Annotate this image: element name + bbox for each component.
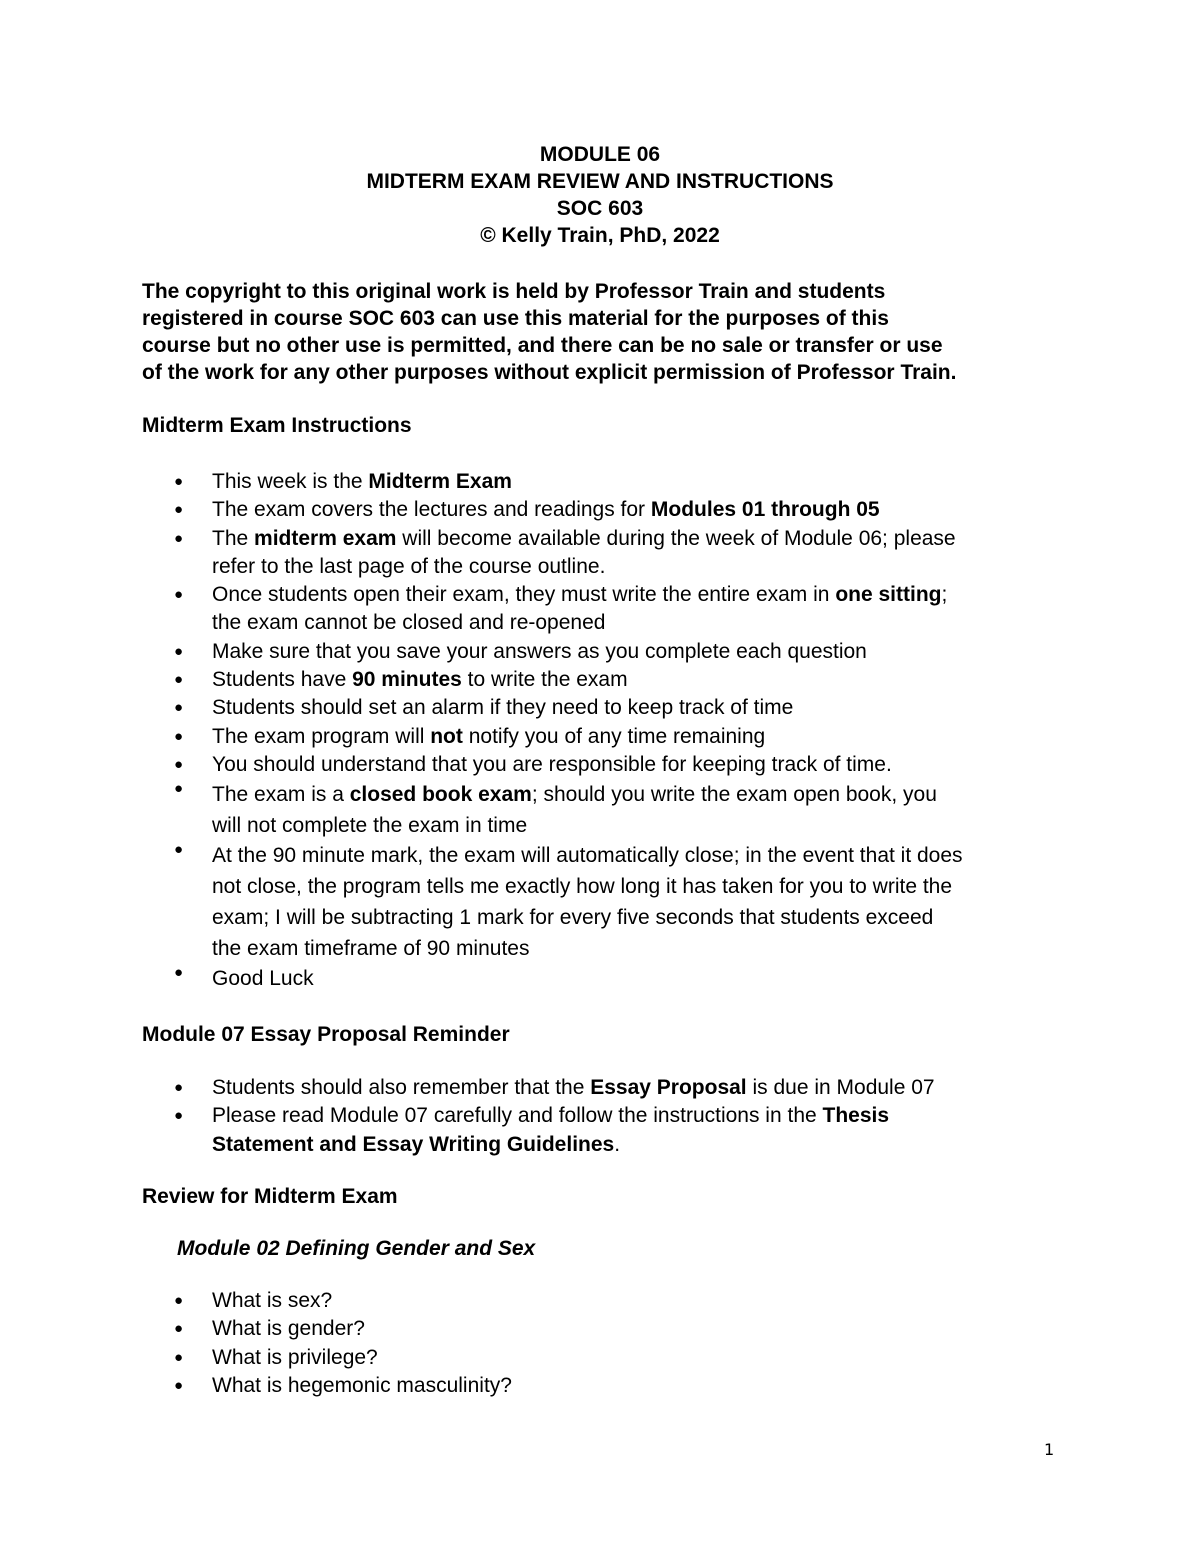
list-item-text: exam; I will be subtracting 1 mark for every five seconds that students exceed [212,905,934,929]
list-item-line [212,841,1200,872]
course-code: SOC 603 [556,197,644,220]
list-item-text: to write the exam [461,668,628,692]
page-number: 1 [1044,1440,1055,1459]
emphasized-text: 90 minutes [352,668,462,692]
list-item-line [212,468,1200,496]
list-item-text: Please read Module 07 carefully and follow the instructions in the [212,1104,823,1128]
bullet-icon: ● [174,529,184,547]
list-item-text: the exam timeframe of 90 minutes [212,936,530,960]
emphasized-text: Thesis [822,1104,890,1128]
bullet-icon: ● [174,473,184,490]
emphasized-text: Midterm Exam [368,470,512,493]
list-item-line [212,723,1200,751]
copyright-line: The copyright to this original work is held by Professor Train and students [142,280,886,303]
list-item-text: The [212,526,255,550]
list-item-text: will become available during the week of Module 06; please [396,526,956,550]
bullet-icon: ● [174,586,184,604]
bullet-icon: ● [174,1376,184,1394]
list-item-text: Once students open their exam, they must write the entire exam in [212,583,836,607]
list-item-text: What is privilege? [212,1345,378,1369]
list-item-line [212,903,1200,934]
list-item [0,638,1200,666]
module-02-subheading: Module 02 Defining Gender and Sex [177,1237,536,1260]
essay-reminder-heading: Module 07 Essay Proposal Reminder [142,1023,510,1046]
list-item [0,1102,1200,1159]
list-item-line [212,1102,1200,1130]
essay-reminder-list [0,1074,1200,1159]
list-item-line [212,964,1200,995]
midterm-instructions-heading: Midterm Exam Instructions [142,414,412,437]
list-item-line [212,638,1200,666]
list-item-line [212,780,1200,811]
bullet-icon: ● [174,671,184,689]
copyright-line: registered in course SOC 603 can use this material for the purposes of this [142,307,889,330]
list-item [0,468,1200,496]
bullet-icon: ● [174,1348,184,1366]
list-item-line [212,609,1200,637]
copyright-line: course but no other use is permitted, and there can be no sale or transfer or use [142,334,943,357]
list-item-text: The exam program will [212,724,431,748]
review-question-list [0,1287,1200,1400]
bullet-icon: ● [174,780,184,797]
bullet-icon: ● [174,964,184,982]
list-item-text: ; should you write the exam open book, you [531,783,937,806]
midterm-instructions-list-continued [0,780,1200,995]
list-item-text: . [614,1132,621,1156]
list-item-text: not close, the program tells me exactly how long it has taken for you to write the [212,875,953,899]
list-item-line [212,1131,1200,1159]
list-item-text: What is hegemonic masculinity? [212,1373,512,1397]
list-item-line [212,872,1200,903]
list-item-text: What is sex? [212,1289,333,1312]
emphasized-text: closed book exam [349,783,532,806]
list-item-line [212,1372,1200,1400]
emphasized-text: Statement and Essay Writing Guidelines [212,1132,615,1156]
list-item-text: ; [941,583,948,607]
list-item-text: will not complete the exam in time [212,813,528,837]
list-item-text: is due in Module 07 [746,1076,935,1099]
list-item-line [212,1315,1200,1343]
list-item [0,964,1200,995]
emphasized-text: one sitting [835,583,942,607]
list-item-line [212,934,1200,965]
list-item [0,1372,1200,1400]
bullet-icon: ● [174,841,184,859]
bullet-icon: ● [174,1079,184,1096]
list-item-line [212,553,1200,581]
bullet-icon: ● [174,727,184,745]
list-item-text: The exam is a [212,783,350,806]
bullet-icon: ● [174,501,184,519]
list-item-text: This week is the [212,470,369,493]
list-item-text: Students have [212,668,353,692]
list-item-line [212,496,1200,524]
list-item-text: The exam covers the lectures and readings for [212,498,651,522]
review-heading: Review for Midterm Exam [142,1185,398,1208]
bullet-icon: ● [174,1107,184,1125]
list-item-line [212,525,1200,553]
emphasized-text: midterm exam [254,526,397,550]
module-title: MODULE 06 [539,143,661,166]
list-item-line [212,811,1200,842]
list-item-text: Make sure that you save your answers as you complete each question [212,639,867,663]
list-item [0,1287,1200,1315]
bullet-icon: ● [174,699,184,717]
emphasized-text: not [430,724,463,748]
list-item-line [212,1287,1200,1315]
list-item [0,666,1200,694]
list-item-text: Good Luck [212,967,314,991]
list-item-line [212,666,1200,694]
list-item-line [212,581,1200,609]
list-item [0,780,1200,841]
list-item [0,525,1200,582]
list-item-text: the exam cannot be closed and re-opened [212,611,606,635]
list-item-text: At the 90 minute mark, the exam will automatically close; in the event that it does [212,844,963,868]
bullet-icon: ● [174,1320,184,1338]
list-item-text: notify you of any time remaining [462,724,766,748]
copyright-line: of the work for any other purposes without explicit permission of Professor Train. [142,361,957,384]
bullet-icon: ● [174,755,184,773]
list-item-text: Students should also remember that the [212,1076,591,1099]
list-item-text: refer to the last page of the course outline. [212,554,606,578]
midterm-instructions-list [0,468,1200,779]
list-item-line [212,751,1200,779]
list-item [0,581,1200,638]
bullet-icon: ● [174,642,184,660]
list-item-line [212,1344,1200,1372]
copyright-notice [142,278,1072,386]
list-item-text: You should understand that you are responsible for keeping track of time. [212,752,892,776]
list-item-line [212,1074,1200,1102]
list-item [0,496,1200,524]
emphasized-text: Modules 01 through 05 [650,498,880,522]
list-item [0,751,1200,779]
list-item [0,1315,1200,1343]
list-item [0,1344,1200,1372]
list-item-text: Students should set an alarm if they need to keep track of time [212,696,794,720]
list-item [0,694,1200,722]
list-item-text: What is gender? [212,1317,365,1341]
document-title-block [0,141,1200,249]
document-title: MIDTERM EXAM REVIEW AND INSTRUCTIONS [366,170,834,193]
author-line: © Kelly Train, PhD, 2022 [480,224,720,247]
list-item [0,723,1200,751]
bullet-icon: ● [174,1292,184,1309]
list-item-line [212,694,1200,722]
emphasized-text: Essay Proposal [590,1076,747,1099]
list-item [0,1074,1200,1102]
list-item [0,841,1200,964]
